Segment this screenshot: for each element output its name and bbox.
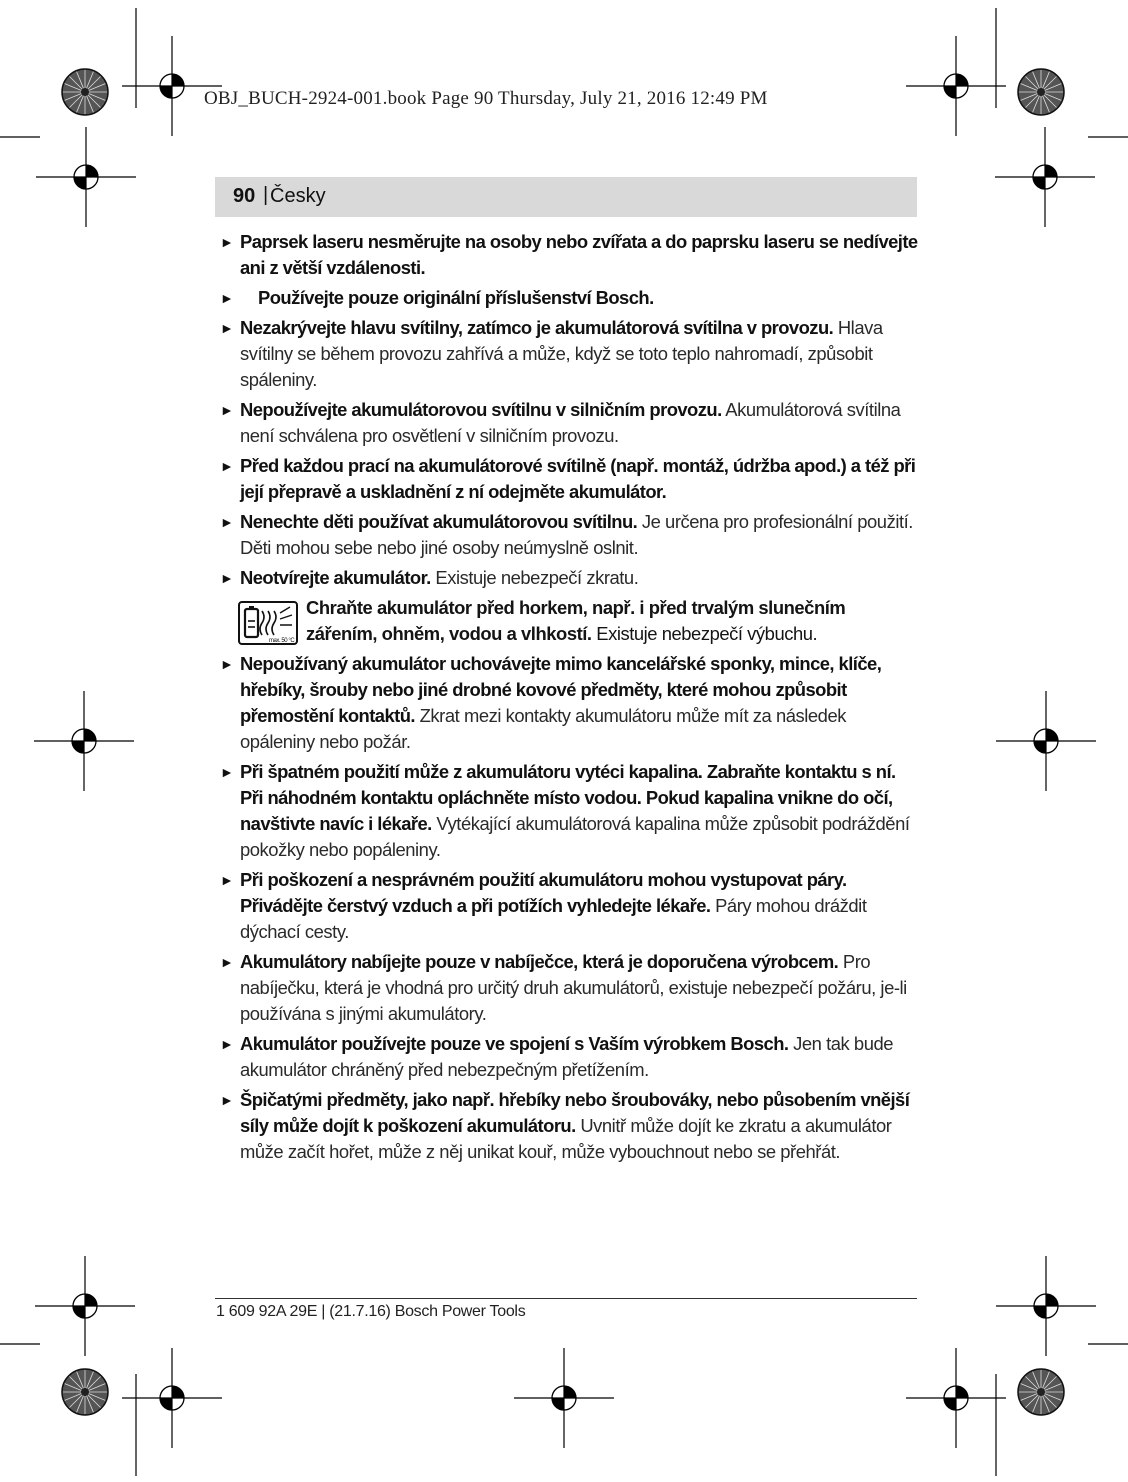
bullet-icon: ► [220,290,234,306]
bullet-icon: ► [220,656,234,672]
list-item [220,565,918,591]
crop-mark-top-left [122,8,222,136]
item-text: Pro nabíječku, která je vhodná pro určitý druh akumulátorů, existuje nebezpečí požáru, je-li používána s jinými akumulátory. [240,951,907,1024]
item-text: Hlava svítilny se během provozu zahřívá a může, když se toto teplo nahromadí, způsobit spáleniny. [240,317,883,390]
print-header: OBJ_BUCH-2924-001.book Page 90 Thursday, July 21, 2016 12:49 PM [204,88,768,109]
item-bold: Při špatném použití může z akumulátoru vytéci kapalina. Zabraňte kontaktu s ní. Při náhodném kontaktu opláchněte místo vodou. Pokud kapalina vnikne do očí, navštivte navíc i lékaře. [240,761,896,834]
starburst-mark-top-right [1018,69,1064,115]
crop-mark-left-upper [0,127,136,227]
starburst-mark-top-left [62,69,108,115]
header-separator: | [263,184,269,206]
crop-mark-left-lower [0,1256,135,1356]
icon-list-item [220,595,918,647]
item-text: Uvnitř může dojít ke zkratu a akumulátor může začít hořet, může z něj unikat kouř, může vybouchnout nebo se přehřát. [240,1115,892,1162]
item-text: Jen tak bude akumulátor chráněný před nebezpečným přetížením. [240,1033,894,1080]
battery-heat-warning-icon [238,601,298,645]
item-text: Existuje nebezpečí zkratu. [430,567,639,588]
item-bold: Nezakrývejte hlavu svítilny, zatímco je akumulátorová svítilna v provozu. [240,317,834,338]
item-text: Existuje nebezpečí výbuchu. [591,623,818,644]
list-item [220,229,918,281]
bullet-icon: ► [220,1036,234,1052]
item-bold: Paprsek laseru nesměrujte na osoby nebo zvířata a do paprsku laseru se nedívejte ani z větší vzdálenosti. [240,231,918,278]
item-bold: Neotvírejte akumulátor. [240,567,431,588]
item-bold: Nenechte děti používat akumulátorovou svítilnu. [240,511,638,532]
list-item [220,867,918,945]
item-text: Zkrat mezi kontakty akumulátoru může mít za následek opáleniny nebo požár. [240,705,846,752]
bullet-icon: ► [220,514,234,530]
list-item [220,453,918,505]
bullet-icon: ► [220,320,234,336]
crop-mark-right-lower [996,1256,1128,1356]
list-item [220,315,918,393]
item-bold: Používejte pouze originální příslušenství Bosch. [258,287,654,308]
list-item [220,285,918,311]
bullet-icon: ► [220,234,234,250]
bullet-icon: ► [220,402,234,418]
crop-mark-bottom-center [514,1348,614,1448]
crop-mark-bottom-left [122,1348,222,1476]
item-text: Akumulátorová svítilna není schválena pro osvětlení v silničním provozu. [240,399,901,446]
bullet-icon: ► [220,764,234,780]
item-bold: Akumulátor používejte pouze ve spojení s Vaším výrobkem Bosch. [240,1033,789,1054]
item-bold: Před každou prací na akumulátorové svítilně (např. montáž, údržba apod.) a též při její přepravě a uskladnění z ní odejměte akumulátor. [240,455,916,502]
bullet-icon: ► [220,1092,234,1108]
bullet-icon: ► [220,954,234,970]
list-item [220,509,918,561]
item-bold: Špičatými předměty, jako např. hřebíky nebo šroubováky, nebo působením vnější síly může dojít k poškození akumulátoru. [240,1089,910,1136]
list-item [220,949,918,1027]
footer-rule [215,1298,917,1299]
item-bold: Akumulátory nabíjejte pouze v nabíječce, která je doporučena výrobcem. [240,951,839,972]
bullet-icon: ► [220,458,234,474]
crop-mark-left-middle [34,691,134,791]
item-bold: Při poškození a nesprávném použití akumulátoru mohou vystupovat páry. Přivádějte čerstvý vzduch a při potížích vyhledejte lékaře. [240,869,847,916]
item-text: Je určena pro profesionální použití. Děti mohou sebe nebo jiné osoby neúmyslně oslnit. [240,511,913,558]
header-language: Česky [270,185,326,207]
crop-mark-right-upper [995,127,1128,227]
page-number: 90 [233,185,256,207]
item-bold: Nepoužívaný akumulátor uchovávejte mimo kancelářské sponky, mince, klíče, hřebíky, šrouby nebo jiné drobné kovové předměty, které mohou způsobit přemostění kontaktů. [240,653,882,726]
item-text: Vytékající akumulátorová kapalina může způsobit podráždění pokožky nebo popáleniny. [240,813,910,860]
crop-mark-bottom-right [906,1348,1006,1476]
starburst-mark-bottom-left [62,1369,108,1415]
crop-mark-right-middle [996,691,1096,791]
page-header-bar [215,177,917,217]
icon-temp-label: max. 50 °C [269,638,295,644]
bullet-icon: ► [220,570,234,586]
crop-mark-top-right [906,8,1006,136]
list-item [220,1031,918,1083]
item-bold: Nepoužívejte akumulátorovou svítilnu v silničním provozu. [240,399,722,420]
starburst-mark-bottom-right [1018,1369,1064,1415]
list-item [220,1087,918,1165]
list-item [220,759,918,863]
item-bold: Chraňte akumulátor před horkem, např. i před trvalým slunečním zářením, ohněm, vodou a vlhkostí. [306,597,846,644]
list-item [220,651,918,755]
safety-instructions [220,229,918,1169]
item-text: Páry mohou dráždit dýchací cesty. [240,895,867,942]
page-footer: 1 609 92A 29E | (21.7.16) Bosch Power Tools [216,1303,526,1320]
bullet-icon: ► [220,872,234,888]
list-item [220,397,918,449]
